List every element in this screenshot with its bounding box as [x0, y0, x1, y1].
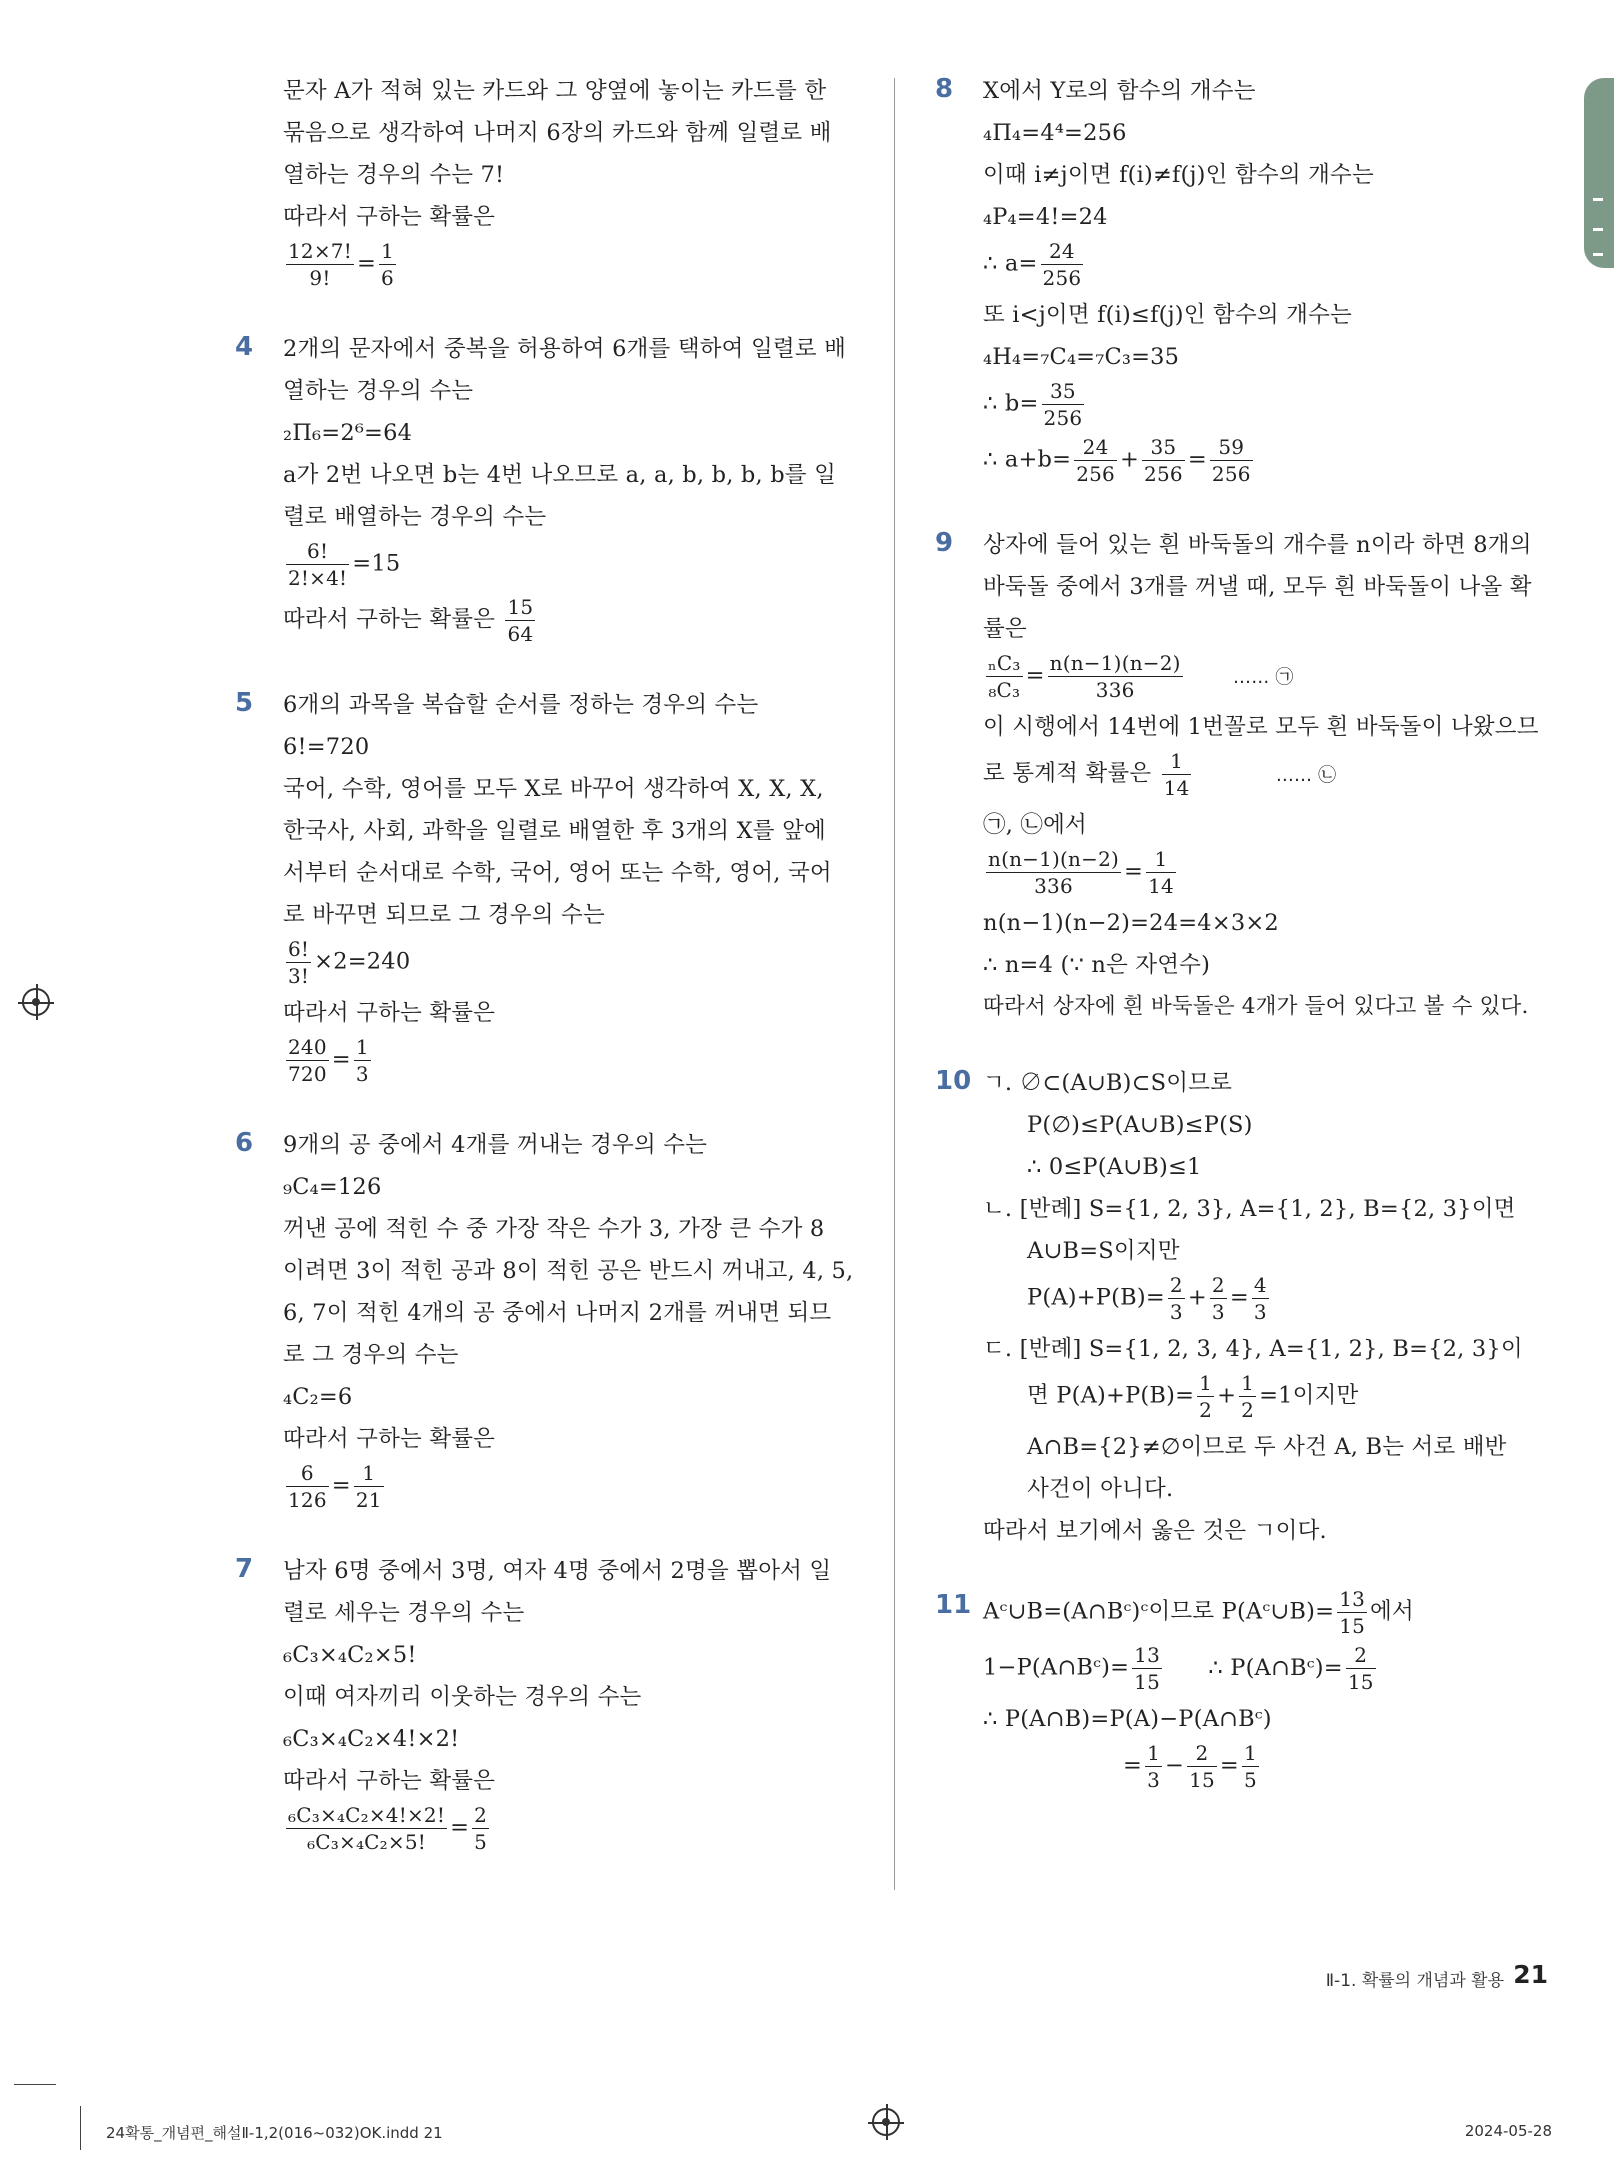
text-line: ∴ n=4 (∵ n은 자연수) [983, 952, 1211, 978]
left-column [235, 70, 860, 1858]
fraction: $\frac{1}{3}$ [355, 1035, 369, 1086]
fraction: $\frac{1}{14}$ [1148, 847, 1174, 898]
equation-marker: …… ㉠ [1233, 666, 1294, 688]
fraction: $\frac{n(n-1)(n-2)}{336}$ [1049, 651, 1181, 702]
fraction: $\frac{13}{15}$ [1339, 1587, 1366, 1638]
text-line: 따라서 구하는 확률은 [283, 1426, 496, 1452]
problem-3-continued [235, 70, 860, 294]
text-line: 이 시행에서 14번에 1번꼴로 모두 흰 바둑돌이 나왔으므 [983, 714, 1539, 740]
text-line: 이려면 3이 적힌 공과 8이 적힌 공은 반드시 꺼내고, 4, 5, [283, 1258, 854, 1284]
text-line: 꺼낸 공에 적힌 수 중 가장 작은 수가 3, 가장 큰 수가 8 [283, 1216, 825, 1242]
slug-filename: 24확통_개념편_해설Ⅱ-1,2(016~032)OK.indd 21 [106, 2124, 443, 2142]
formula-line: Aᶜ∪B=(A∩Bᶜ)ᶜ이므로 P(Aᶜ∪B)= $\frac{13}{15}$ 에서 [983, 1587, 1414, 1638]
problem-9 [935, 524, 1555, 1028]
problem-number: 9 [935, 528, 954, 558]
text-line: 따라서 보기에서 옳은 것은 ㄱ이다. [983, 1518, 1327, 1544]
fraction: $\frac{1}{2}$ [1241, 1371, 1255, 1422]
fraction: $\frac{1}{3}$ [1147, 1741, 1160, 1792]
text-line: ∴ 0≤P(A∪B)≤1 [1027, 1154, 1202, 1180]
text-line: 국어, 수학, 영어를 모두 X로 바꾸어 생각하여 X, X, X, [283, 776, 824, 802]
text-line: ₄P₄=4!=24 [983, 204, 1108, 230]
fraction: $\frac{1}{5}$ [1243, 1741, 1257, 1792]
column-divider [894, 78, 895, 1890]
formula-line: $\frac{6!}{2!\times 4!}$ =15 [288, 539, 401, 590]
text-line: 사건이 아니다. [1027, 1476, 1174, 1502]
formula-line: P(A)+P(B)= $\frac{2}{3}$ + $\frac{2}{3}$ = $\frac{4}{3}$ [1027, 1273, 1267, 1324]
fraction: $\frac{6!}{2!\times 4!}$ [288, 539, 348, 590]
equation-marker: …… ㉡ [1275, 764, 1337, 786]
formula-line: ∴ a+b= $\frac{24}{256}$ + $\frac{35}{256}$ = $\frac{59}{256}$ [983, 435, 1251, 486]
text-line: 렬로 세우는 경우의 수는 [283, 1600, 525, 1626]
text-line: 또 i<j이면 f(i)≤f(j)인 함수의 개수는 [983, 302, 1352, 328]
text-line: ₆C₃×₄C₂×5! [283, 1642, 417, 1668]
fraction: $\frac{12\times 7!}{9!}$ [288, 239, 352, 290]
text-line: 문자 A가 적혀 있는 카드와 그 양옆에 놓이는 카드를 한 [283, 78, 827, 104]
formula-line: $\frac{6!}{3!}$ ×2=240 [288, 937, 411, 988]
text-line: P(∅)≤P(A∪B)≤P(S) [1027, 1112, 1253, 1138]
formula-line: 따라서 구하는 확률은 $\frac{15}{64}$ [283, 595, 534, 646]
tab-glyph [1593, 253, 1603, 256]
formula-line: $\frac{12\times 7!}{9!}$ = $\frac{1}{6}$ [288, 239, 394, 290]
formula-line: $\frac{240}{720}$ = $\frac{1}{3}$ [288, 1035, 369, 1086]
problem-4 [235, 328, 860, 650]
formula-line: 면 P(A)+P(B)= $\frac{1}{2}$ + $\frac{1}{2}$ =1이지만 [1027, 1371, 1359, 1422]
text-line: ₆C₃×₄C₂×4!×2! [283, 1726, 460, 1752]
text-line: 6개의 과목을 복습할 순서를 정하는 경우의 수는 [283, 692, 759, 718]
formula-line: 로 통계적 확률은 $\frac{1}{14}$ …… ㉡ [983, 749, 1337, 800]
fraction: $\frac{1}{2}$ [1199, 1371, 1213, 1422]
text-line: ∴ P(A∩B)=P(A)−P(A∩Bᶜ) [983, 1706, 1272, 1732]
fraction: $\frac{2}{3}$ [1211, 1273, 1225, 1324]
text-line: ₄Π₄=4⁴=256 [983, 120, 1127, 146]
fraction: $\frac{2}{15}$ [1189, 1741, 1215, 1792]
text-line: ₉C₄=126 [283, 1174, 382, 1200]
fraction: $\frac{2}{5}$ [474, 1803, 488, 1854]
text-line: 6, 7이 적힌 4개의 공 중에서 나머지 2개를 꺼내면 되므 [283, 1300, 832, 1326]
text-line: 한국사, 사회, 과학을 일렬로 배열한 후 3개의 X를 앞에 [283, 818, 826, 844]
registration-mark-icon [22, 988, 50, 1016]
text-line: 따라서 상자에 흰 바둑돌은 4개가 들어 있다고 볼 수 있다. [983, 994, 1529, 1019]
formula-line: $\frac{\text{ₙC₃}}{\text{₈C₃}}$ = $\frac{n(n-1)(n-2)}{336}$ …… ㉠ [988, 651, 1294, 702]
formula-line: $\frac{n(n-1)(n-2)}{336}$ = $\frac{1}{14}$ [988, 847, 1174, 898]
formula-line: 1−P(A∩Bᶜ)= $\frac{13}{15}$ ∴ P(A∩Bᶜ)= $\frac{2}{15}$ [983, 1643, 1374, 1694]
text-line: 이때 i≠j이면 f(i)≠f(j)인 함수의 개수는 [983, 162, 1374, 188]
formula-line: ∴ a= $\frac{24}{256}$ [983, 239, 1082, 290]
problem-number: 4 [235, 332, 254, 362]
fraction: $\frac{35}{256}$ [1144, 435, 1183, 486]
fraction: $\frac{6!}{3!}$ [288, 937, 310, 988]
text-line: 2개의 문자에서 중복을 허용하여 6개를 택하여 일렬로 배 [283, 336, 847, 362]
problem-7 [235, 1550, 860, 1858]
fraction: $\frac{1}{6}$ [381, 239, 394, 290]
problem-number: 11 [935, 1590, 972, 1620]
registration-mark-icon [872, 2108, 900, 2136]
problem-number: 10 [935, 1066, 972, 1096]
fraction: $\frac{2}{3}$ [1169, 1273, 1183, 1324]
text-line: 률은 [983, 616, 1027, 642]
chapter-side-tab [1584, 78, 1614, 268]
fraction: $\frac{35}{256}$ [1043, 379, 1083, 430]
crop-mark [14, 2084, 56, 2085]
problem-number: 6 [235, 1128, 254, 1158]
text-line: 열하는 경우의 수는 [283, 378, 474, 404]
fraction: $\frac{2}{15}$ [1347, 1643, 1374, 1694]
text-line: 열하는 경우의 수는 7! [283, 162, 505, 188]
text-line: 9개의 공 중에서 4개를 꺼내는 경우의 수는 [283, 1132, 708, 1158]
fraction: $\frac{240}{720}$ [288, 1035, 327, 1086]
slug-date: 2024-05-28 [1464, 2122, 1552, 2140]
text-line: 따라서 구하는 확률은 [283, 204, 496, 230]
text-line: 바둑돌 중에서 3개를 꺼낼 때, 모두 흰 바둑돌이 나올 확 [983, 574, 1532, 600]
formula-line: ∴ b= $\frac{35}{256}$ [983, 379, 1083, 430]
text-line: ₄C₂=6 [283, 1384, 353, 1410]
text-line: ㄱ. ∅⊂(A∪B)⊂S이므로 [983, 1070, 1233, 1096]
problem-8 [935, 70, 1555, 490]
text-line: ₂Π₆=2⁶=64 [283, 420, 413, 446]
text-line: 따라서 구하는 확률은 [283, 1768, 496, 1794]
page-number: 21 [1513, 1960, 1548, 1989]
fraction: $\frac{6}{126}$ [288, 1461, 327, 1512]
right-column [935, 70, 1555, 1796]
text-line: X에서 Y로의 함수의 개수는 [983, 78, 1256, 104]
fraction: $\frac{15}{64}$ [507, 595, 534, 646]
problem-number: 7 [235, 1554, 254, 1584]
fraction: $\frac{n(n-1)(n-2)}{336}$ [988, 847, 1120, 898]
fraction: $\frac{\text{ₙC₃}}{\text{₈C₃}}$ [988, 651, 1021, 702]
crop-mark [80, 2106, 81, 2150]
problem-5 [235, 684, 860, 1090]
text-line: 따라서 구하는 확률은 [283, 1000, 496, 1026]
fraction: $\frac{4}{3}$ [1253, 1273, 1267, 1324]
fraction: $\frac{\text{₆C₃×₄C₂×4!×2!}}{\text{₆C₃×₄C₂×5!}}$ [288, 1803, 446, 1854]
text-line: n(n−1)(n−2)=24=4×3×2 [983, 910, 1279, 936]
text-line: 렬로 배열하는 경우의 수는 [283, 504, 547, 530]
problem-11 [935, 1586, 1555, 1796]
tab-glyph [1593, 228, 1603, 231]
text-line: 로 바꾸면 되므로 그 경우의 수는 [283, 902, 605, 928]
fraction: $\frac{24}{256}$ [1042, 239, 1082, 290]
text-line: A∪B=S이지만 [1027, 1238, 1180, 1264]
fraction: $\frac{1}{14}$ [1163, 749, 1190, 800]
text-line: ₄H₄=₇C₄=₇C₃=35 [983, 344, 1180, 370]
problem-number: 5 [235, 688, 254, 718]
text-line: 남자 6명 중에서 3명, 여자 4명 중에서 2명을 뽑아서 일 [283, 1558, 832, 1584]
fraction: $\frac{24}{256}$ [1076, 435, 1115, 486]
fraction: $\frac{59}{256}$ [1211, 435, 1251, 486]
text-line: ㄷ. [반례] S={1, 2, 3, 4}, A={1, 2}, B={2, 3}이 [983, 1336, 1523, 1362]
fraction: $\frac{13}{15}$ [1134, 1643, 1160, 1694]
text-line: 로 그 경우의 수는 [283, 1342, 459, 1368]
text-line: 서부터 순서대로 수학, 국어, 영어 또는 수학, 영어, 국어 [283, 860, 832, 886]
problem-10 [935, 1062, 1555, 1552]
text-line: A∩B={2}≠∅이므로 두 사건 A, B는 서로 배반 [1027, 1434, 1507, 1460]
text-line: ㉠, ㉡에서 [983, 812, 1087, 838]
formula-line: = $\frac{1}{3}$ − $\frac{2}{15}$ = $\frac{1}{5}$ [1123, 1741, 1257, 1792]
formula-line: $\frac{\text{₆C₃×₄C₂×4!×2!}}{\text{₆C₃×₄C₂×5!}}$ = $\frac{2}{5}$ [288, 1803, 488, 1854]
text-line: ㄴ. [반례] S={1, 2, 3}, A={1, 2}, B={2, 3}이면 [983, 1196, 1516, 1222]
text-line: 묶음으로 생각하여 나머지 6장의 카드와 함께 일렬로 배 [283, 120, 832, 146]
problem-number: 8 [935, 74, 954, 104]
problem-6 [235, 1124, 860, 1516]
fraction: $\frac{1}{21}$ [355, 1461, 382, 1512]
tab-glyph [1593, 198, 1603, 201]
text-line: a가 2번 나오면 b는 4번 나오므로 a, a, b, b, b, b를 일 [283, 462, 837, 488]
formula-line: $\frac{6}{126}$ = $\frac{1}{21}$ [288, 1461, 382, 1512]
text-line: 이때 여자끼리 이웃하는 경우의 수는 [283, 1684, 642, 1710]
chapter-footer-title: Ⅱ-1. 확률의 개념과 활용 [1325, 1971, 1504, 1991]
text-line: 6!=720 [283, 734, 370, 760]
text-line: 상자에 들어 있는 흰 바둑돌의 개수를 n이라 하면 8개의 [983, 532, 1532, 558]
